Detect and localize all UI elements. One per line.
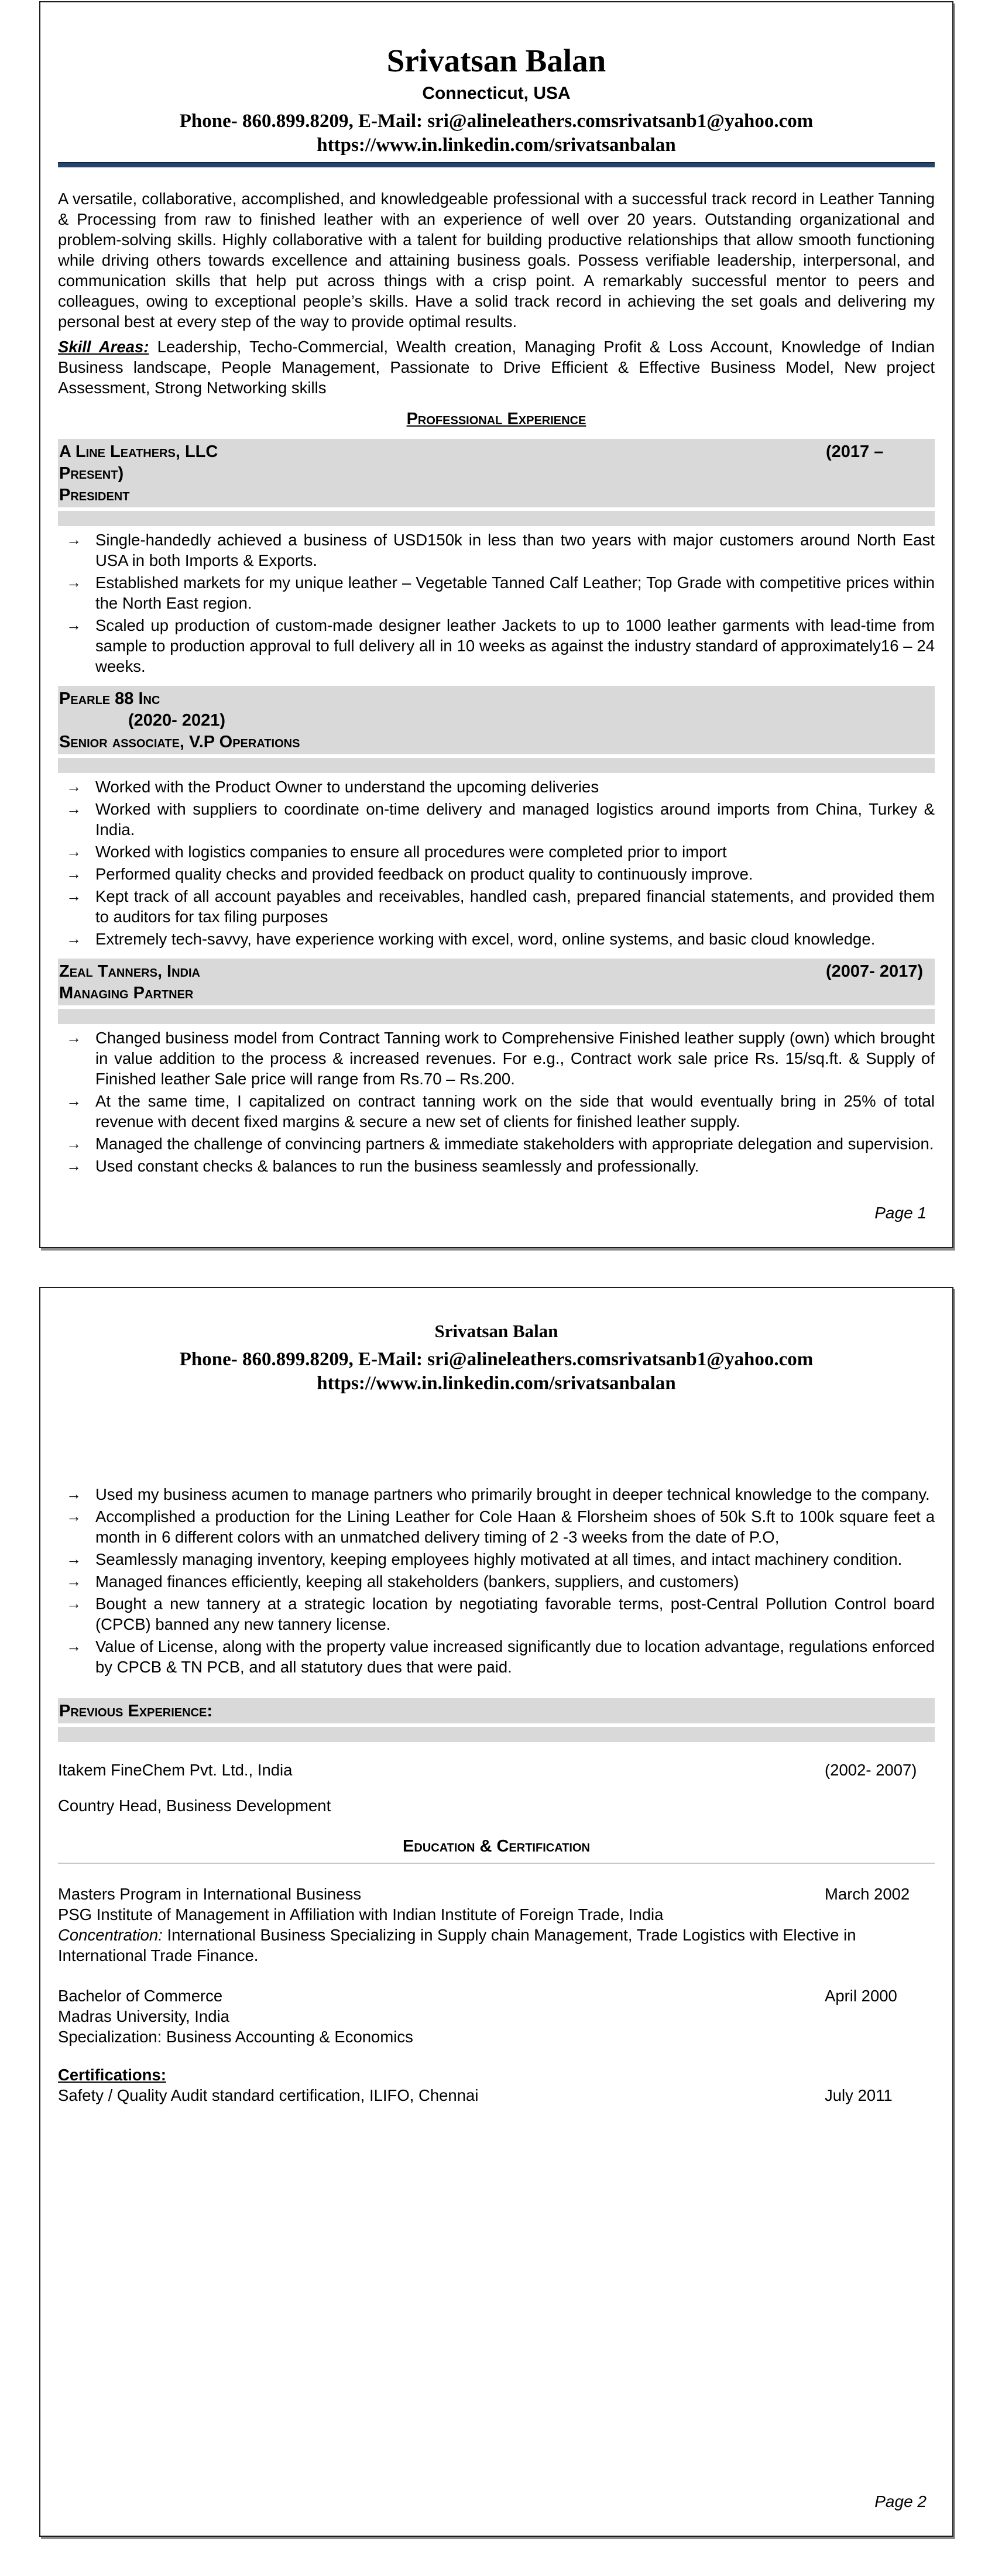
highlight-strip xyxy=(58,1727,935,1742)
highlight-strip xyxy=(58,1009,935,1024)
certification-date: July 2011 xyxy=(825,2086,893,2104)
bullet-item xyxy=(58,1484,935,1505)
specialization-line: Specialization: Business Accounting & Economics xyxy=(58,2028,413,2046)
bullet-text: Bought a new tannery at a strategic location by negotiating favorable terms, post-Central Pollution Control board (CPCB) banned any new tannery license. xyxy=(95,1595,935,1633)
degree-name: Bachelor of Commerce xyxy=(58,1987,223,2005)
arrow-bullet-icon: → xyxy=(66,1637,81,1655)
bullet-text: Worked with the Product Owner to understand the upcoming deliveries xyxy=(95,777,599,796)
previous-experience-section xyxy=(58,1698,935,1816)
job-bullet-list xyxy=(58,777,935,949)
certifications-label: Certifications: xyxy=(58,2066,166,2084)
degree-row xyxy=(58,1986,935,2006)
degree-name: Masters Program in International Business xyxy=(58,1885,362,1903)
concentration-label: Concentration: xyxy=(58,1926,163,1944)
certification-text: Safety / Quality Audit standard certification, ILIFO, Chennai xyxy=(58,2086,479,2104)
bullet-text: Seamlessly managing inventory, keeping employees highly motivated at all times, and intact machinery condition. xyxy=(95,1550,903,1568)
bullet-text: Used my business acumen to manage partners who primarily brought in deeper technical knowledge to the company. xyxy=(95,1485,930,1503)
candidate-name: Srivatsan Balan xyxy=(434,1321,558,1341)
job-pearle-88 xyxy=(58,686,935,949)
company-name: A Line Leathers, LLC xyxy=(59,442,218,461)
arrow-bullet-icon: → xyxy=(66,1485,81,1503)
bullet-text: Accomplished a production for the Lining Leather for Cole Haan & Florsheim shoes of 50k S.ft to 100k square feet a month in 6 different colors with an unmatched delivery timing of 2 -3 weeks from the date of P.O, xyxy=(95,1507,935,1546)
skill-areas-text: Leadership, Techo-Commercial, Wealth creation, Managing Profit & Loss Account, Knowledge of Indian Business landscape, People Management, Passionate to Drive Efficient & Effective Business Model, New project Assessment, Strong Networking skills xyxy=(58,337,935,397)
bullet-item xyxy=(58,1636,935,1677)
job-bullet-list xyxy=(58,530,935,676)
bullet-item xyxy=(58,530,935,571)
concentration-text: International Business Specializing in Supply chain Management, Trade Logistics with Elective in International Trade Finance. xyxy=(58,1926,856,1964)
arrow-bullet-icon: → xyxy=(66,1507,81,1525)
job-title: President xyxy=(59,485,130,504)
company-name: Zeal Tanners, India xyxy=(59,961,200,981)
arrow-bullet-icon: → xyxy=(66,1091,81,1110)
job-bullet-list-continued xyxy=(58,1482,935,1677)
bullet-text: Performed quality checks and provided feedback on product quality to continuously improve. xyxy=(95,864,753,883)
arrow-bullet-icon: → xyxy=(66,929,81,947)
bullet-item xyxy=(58,1593,935,1634)
header-divider-rule xyxy=(58,162,935,167)
company-name: Pearle 88 Inc xyxy=(59,689,160,708)
concentration-line xyxy=(58,1925,935,1966)
bullet-item xyxy=(58,842,935,862)
job-header-highlight xyxy=(58,959,935,1005)
bullet-text: Extremely tech-savvy, have experience working with excel, word, online systems, and basic cloud knowledge. xyxy=(95,929,876,948)
bullet-item xyxy=(58,572,935,613)
bullet-text: Established markets for my unique leather – Vegetable Tanned Calf Leather; Top Grade with competitive prices within the North East region. xyxy=(95,573,935,612)
section-professional-experience: Professional Experience xyxy=(406,409,586,428)
bullet-item xyxy=(58,886,935,927)
arrow-bullet-icon: → xyxy=(66,864,81,882)
job-dates: (2020- 2021) xyxy=(128,710,226,730)
arrow-bullet-icon: → xyxy=(66,616,81,634)
bullet-text: Managed finances efficiently, keeping all stakeholders (bankers, suppliers, and customers) xyxy=(95,1572,739,1591)
bullet-item xyxy=(58,799,935,840)
company-name: Itakem FineChem Pvt. Ltd., India xyxy=(58,1761,293,1779)
skill-areas-paragraph xyxy=(58,336,935,398)
degree-date: March 2002 xyxy=(825,1885,910,1903)
bullet-text: Worked with logistics companies to ensure all procedures were completed prior to import xyxy=(95,842,727,861)
degree-date: April 2000 xyxy=(825,1987,897,2005)
arrow-bullet-icon: → xyxy=(66,842,81,860)
certification-row xyxy=(58,2085,935,2106)
arrow-bullet-icon: → xyxy=(66,1156,81,1174)
candidate-location: Connecticut, USA xyxy=(422,83,571,103)
bullet-text: Changed business model from Contract Tanning work to Comprehensive Finished leather supply (own) which brought in value addition to the process & increased revenues. For e.g., Contract work sale price Rs. 15/sq.ft. & Supply of Finished leather Sale price will range from Rs.70 – Rs.200. xyxy=(95,1028,935,1088)
bullet-item xyxy=(58,1506,935,1547)
bullet-item xyxy=(58,1091,935,1132)
bullet-item xyxy=(58,1134,935,1154)
bullet-text: At the same time, I capitalized on contract tanning work on the side that would eventually bring in 25% of total revenue with decent fixed margins & secure a new set of clients for finished leather supply. xyxy=(95,1091,935,1131)
degree-row xyxy=(58,1884,935,1904)
arrow-bullet-icon: → xyxy=(66,1572,81,1590)
bullet-text: Scaled up production of custom-made designer leather Jackets to up to 1000 leather garments with lead-time from sample to production approval to full delivery all in 10 weeks as against the industry standard of approximately16 – 24 weeks. xyxy=(95,616,935,675)
bullet-item xyxy=(58,1028,935,1089)
job-dates: (2007- 2017) xyxy=(826,961,924,981)
school-name: PSG Institute of Management in Affiliation with Indian Institute of Foreign Trade, India xyxy=(58,1905,664,1924)
job-header-highlight xyxy=(58,439,935,507)
education-entry-masters xyxy=(58,1884,935,1966)
bullet-item xyxy=(58,777,935,797)
arrow-bullet-icon: → xyxy=(66,777,81,795)
resume-page-2 xyxy=(39,1287,953,2537)
school-name: Madras University, India xyxy=(58,2007,229,2025)
bullet-text: Single-handedly achieved a business of USD150k in less than two years with major customers around North East USA in both Imports & Exports. xyxy=(95,530,935,569)
company-row xyxy=(59,961,934,983)
contact-line: Phone- 860.899.8209, E-Mail: sri@alineleathers.comsrivatsanb1@yahoo.com xyxy=(179,110,814,132)
job-title: Senior associate, V.P Operations xyxy=(59,732,300,751)
job-title: Managing Partner xyxy=(59,983,194,1002)
previous-experience-highlight xyxy=(58,1698,935,1723)
resume-page-1 xyxy=(39,1,953,1248)
job-a-line-leathers xyxy=(58,439,935,676)
job-dates: (2017 – xyxy=(826,442,884,461)
education-entry-bachelor xyxy=(58,1986,935,2047)
company-row xyxy=(59,441,934,463)
skill-areas-label: Skill Areas: xyxy=(58,337,149,356)
arrow-bullet-icon: → xyxy=(66,573,81,591)
previous-job-title: Country Head, Business Development xyxy=(58,1797,331,1815)
summary-paragraph: A versatile, collaborative, accomplished, and knowledgeable professional with a successful track record in Leather Tanning & Processing from raw to finished leather with an experience of well over 20 years. Outstanding organizational and problem-solving skills. Highly collaborative with a talent for building productive relationships that allow smooth functioning while driving others towards excellence and attaining business goals. Possess verifiable leadership, interpersonal, and communication skills that help put across things with a crisp point. A remarkably successful mentor to peers and colleagues, owing to exceptional people’s skills. Have a solid track record in achieving the set goals and delivering my personal best at every step of the way to provide optimal results. xyxy=(58,189,935,331)
page-number-label: Page 2 xyxy=(874,2492,927,2510)
candidate-name: Srivatsan Balan xyxy=(386,43,606,78)
bullet-item xyxy=(58,1549,935,1569)
bullet-item xyxy=(58,615,935,676)
job-header-highlight xyxy=(58,686,935,754)
contact-line: Phone- 860.899.8209, E-Mail: sri@alineleathers.comsrivatsanb1@yahoo.com xyxy=(179,1349,814,1370)
bullet-item xyxy=(58,864,935,884)
bullet-text: Managed the challenge of convincing partners & immediate stakeholders with appropriate delegation and supervision. xyxy=(95,1134,934,1153)
job-dates: (2002- 2007) xyxy=(825,1761,917,1779)
bullet-text: Value of License, along with the property value increased significantly due to location advantage, regulations enforced by CPCB & TN PCB, and all statutory dues that were paid. xyxy=(95,1637,935,1676)
bullet-text: Worked with suppliers to coordinate on-time delivery and managed logistics around imports from China, Turkey & India. xyxy=(95,799,935,839)
bullet-item xyxy=(58,929,935,949)
arrow-bullet-icon: → xyxy=(66,1595,81,1612)
company-row xyxy=(59,688,934,710)
bullet-item xyxy=(58,1571,935,1592)
job-zeal-tanners xyxy=(58,959,935,1176)
bullet-item xyxy=(58,1156,935,1176)
arrow-bullet-icon: → xyxy=(66,1134,81,1152)
arrow-bullet-icon: → xyxy=(66,530,81,548)
highlight-strip xyxy=(58,758,935,773)
bullet-text: Kept track of all account payables and receivables, handled cash, prepared financial statements, and provided them to auditors for tax filing purposes xyxy=(95,887,935,926)
highlight-strip xyxy=(58,511,935,526)
arrow-bullet-icon: → xyxy=(66,887,81,905)
arrow-bullet-icon: → xyxy=(66,1028,81,1046)
job-bullet-list xyxy=(58,1028,935,1176)
previous-company-row xyxy=(58,1760,935,1780)
section-education-certification: Education & Certification xyxy=(58,1836,935,1864)
linkedin-url: https://www.in.linkedin.com/srivatsanbalan xyxy=(317,1373,676,1394)
arrow-bullet-icon: → xyxy=(66,799,81,818)
arrow-bullet-icon: → xyxy=(66,1550,81,1568)
bullet-text: Used constant checks & balances to run the business seamlessly and professionally. xyxy=(95,1156,699,1175)
job-dates-wrap: Present) xyxy=(59,463,124,483)
linkedin-url: https://www.in.linkedin.com/srivatsanbalan xyxy=(317,134,676,156)
previous-experience-label: Previous Experience: xyxy=(59,1702,213,1720)
page-number-label: Page 1 xyxy=(874,1204,927,1222)
